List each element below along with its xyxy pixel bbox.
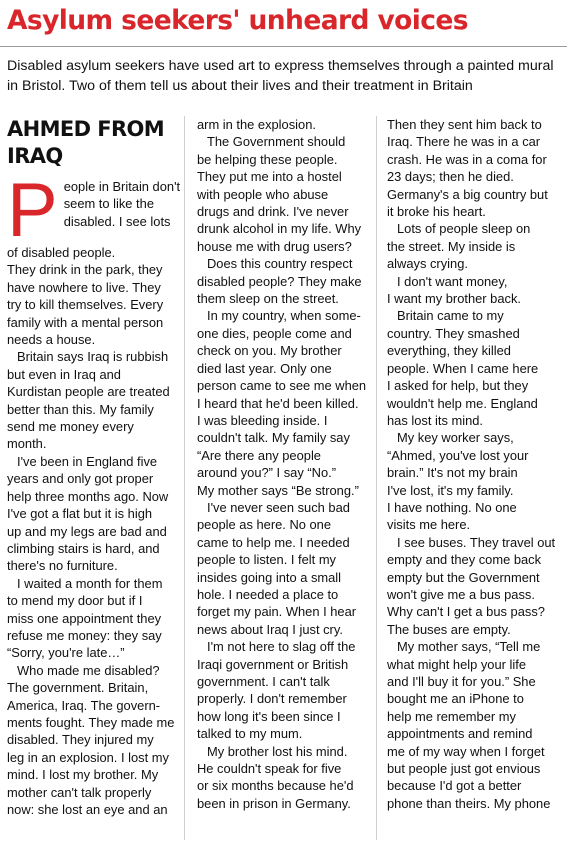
text-line: died last year. Only one: [197, 360, 332, 376]
text-line: I see buses. They travel out: [397, 534, 556, 550]
text-line: 23 days; then he died.: [387, 169, 514, 185]
text-line: disabled. They injured my: [7, 732, 154, 748]
text-line: refuse me money: they say: [7, 627, 162, 643]
article-column-2: [197, 116, 369, 812]
text-line: me of my way when I forget: [387, 743, 545, 759]
text-line: ments fought. They made me: [7, 714, 175, 730]
text-line: or six months because he'd: [197, 778, 354, 794]
headline: Asylum seekers' unheard voices: [7, 5, 468, 36]
text-line: but people just got envious: [387, 761, 541, 777]
text-line: I've never seen such bad: [207, 499, 350, 515]
text-line: “Ahmed, you've lost your: [387, 447, 529, 463]
text-line: wouldn't help me. England: [387, 395, 538, 411]
text-line: has lost its mind.: [387, 412, 484, 428]
text-line: Why can't I get a bus pass?: [387, 604, 545, 620]
text-line: try to kill themselves. Every: [7, 297, 164, 313]
text-line: and I'll buy it for you.” She: [387, 674, 536, 689]
text-line: house me with drug users?: [197, 238, 352, 254]
text-line: family with a mental person: [7, 314, 164, 330]
text-line: to mend my door but if I: [7, 593, 143, 609]
text-line: help three months ago. Now: [7, 488, 169, 504]
drop-cap: P: [7, 168, 58, 253]
text-line: Who made me disabled?: [17, 662, 160, 678]
text-line: month.: [7, 436, 47, 452]
text-line: help me remember my: [387, 708, 516, 724]
text-line: them sleep on the street.: [197, 291, 339, 307]
text-line: I was bleeding inside. I: [197, 412, 328, 428]
text-line: check on you. My brother: [197, 343, 342, 359]
text-line: around you?” I say “No.”: [197, 465, 336, 481]
text-line: drugs and drink. I've never: [197, 204, 349, 220]
text-line: be helping these people.: [197, 151, 338, 167]
text-line: brain.” It's not my brain: [387, 465, 518, 481]
text-line: My mother says “Be strong.”: [197, 482, 359, 498]
text-line: send me money every: [7, 419, 134, 435]
text-line: have nowhere to live. They: [7, 279, 161, 295]
text-line: Britain says Iraq is rubbish: [17, 349, 169, 365]
text-line: what might help your life: [387, 656, 527, 672]
text-line: the street. My inside is: [387, 238, 516, 254]
text-line: of disabled people.: [7, 245, 116, 260]
text-line: there's no furniture.: [7, 558, 118, 574]
article-column-1: [7, 116, 181, 818]
text-line: but even in Iraq and: [7, 366, 121, 382]
text-line: came to help me. I needed: [197, 534, 350, 550]
text-line: up and my legs are bad and: [7, 523, 167, 539]
text-line: one dies, people come and: [197, 325, 352, 341]
text-line: always crying.: [387, 256, 468, 272]
text-line: talked to my mum.: [197, 726, 303, 742]
text-line: crash. He was in a coma for: [387, 151, 547, 167]
text-line: Iraqi government or British: [197, 656, 349, 672]
text-line: The Government should: [207, 134, 346, 150]
text-line: because I'd got a better: [387, 778, 522, 794]
text-line: government. I can't talk: [197, 674, 330, 689]
text-line: bought me an iPhone to: [387, 691, 524, 707]
text-line: insides going into a small: [197, 569, 342, 585]
text-line: phone than theirs. My phone: [387, 795, 551, 811]
text-line: empty and they come back: [387, 552, 542, 568]
text-line: My brother lost his mind.: [207, 743, 348, 759]
text-line: climbing stairs is hard, and: [7, 540, 160, 556]
article-column-3: [387, 116, 562, 812]
text-line: I've got a flat but it is high: [7, 506, 153, 522]
text-line: it broke his heart.: [387, 204, 486, 220]
section-heading: [7, 116, 174, 170]
text-line: eople in Britain don't: [63, 179, 181, 194]
text-line: mother can't talk properly: [7, 784, 152, 800]
text-line: He couldn't speak for five: [197, 761, 342, 777]
text-line: I've been in England five: [17, 453, 158, 469]
text-line: everything, they killed: [387, 343, 511, 359]
text-line: now: she lost an eye and an: [7, 802, 168, 817]
text-line: arm in the explosion.: [197, 117, 316, 132]
column-divider: [184, 116, 185, 840]
text-line: drunk alcohol in my life. Why: [197, 221, 362, 237]
text-line: They put me into a hostel: [197, 169, 342, 185]
section-heading-line: IRAQ: [7, 144, 63, 168]
text-line: The buses are empty.: [387, 621, 511, 637]
text-line: They drink in the park, they: [7, 262, 163, 278]
text-line: how long it's been since I: [197, 708, 341, 724]
column-1-text: [7, 168, 181, 818]
text-line: seem to like the: [63, 196, 154, 212]
text-line: won't give me a bus pass.: [387, 586, 535, 602]
text-line: empty but the Government: [387, 569, 540, 585]
text-line: I waited a month for them: [17, 575, 163, 591]
text-line: I heard that he'd been killed.: [197, 395, 359, 411]
text-line: In my country, when some-: [207, 308, 361, 324]
text-line: better than this. My family: [7, 401, 154, 417]
text-line: people to listen. I felt my: [197, 552, 337, 568]
text-line: with people who abuse: [197, 186, 329, 202]
text-line: person came to see me when: [197, 378, 367, 394]
text-line: needs a house.: [7, 332, 96, 348]
text-line: years and only got proper: [7, 471, 154, 487]
column-divider: [376, 116, 377, 840]
text-line: Lots of people sleep on: [397, 221, 531, 237]
text-line: Kurdistan people are treated: [7, 384, 170, 400]
text-line: I'm not here to slag off the: [207, 639, 356, 655]
text-line: I have nothing. No one: [387, 499, 517, 515]
text-line: people. When I came here: [387, 360, 539, 376]
text-line: Iraq. There he was in a car: [387, 134, 541, 150]
text-line: Does this country respect: [207, 256, 353, 272]
text-line: America, Iraq. The govern-: [7, 697, 161, 713]
text-line: country. They smashed: [387, 325, 520, 341]
text-line: The government. Britain,: [7, 680, 149, 696]
text-line: couldn't talk. My family say: [197, 430, 350, 446]
text-line: visits me here.: [387, 517, 471, 533]
text-line: Germany's a big country but: [387, 186, 548, 202]
text-line: properly. I don't remember: [197, 691, 347, 707]
text-line: My mother says, “Tell me: [397, 639, 541, 655]
text-line: I asked for help, but they: [387, 378, 529, 394]
text-line: disabled people? They make: [197, 273, 362, 289]
text-line: I've lost, it's my family.: [387, 482, 514, 498]
headline-rule: [0, 46, 567, 47]
text-line: Britain came to my: [397, 308, 504, 324]
text-line: forget my pain. When I hear: [197, 604, 357, 620]
standfirst: Disabled asylum seekers have used art to express themselves through a painted mural in Bristol. Two of them tell us about their lives and their treatment in Britain: [7, 58, 554, 94]
text-line: news about Iraq I just cry.: [197, 621, 343, 637]
text-line: been in prison in Germany.: [197, 795, 351, 811]
section-heading-line: AHMED FROM: [7, 117, 165, 141]
text-line: people as here. No one: [197, 517, 332, 533]
text-line: mind. I lost my brother. My: [7, 767, 159, 783]
text-line: hole. I needed a place to: [197, 586, 339, 602]
text-line: Then they sent him back to: [387, 117, 542, 132]
text-line: My key worker says,: [397, 430, 514, 446]
text-line: miss one appointment they: [7, 610, 162, 626]
text-line: leg in an explosion. I lost my: [7, 749, 169, 765]
text-line: appointments and remind: [387, 726, 533, 742]
text-line: “Sorry, you're late…”: [7, 645, 125, 661]
text-line: I don't want money,: [397, 273, 508, 289]
text-line: I want my brother back.: [387, 291, 521, 307]
text-line: disabled. I see lots: [63, 213, 171, 229]
text-line: “Are there any people: [197, 447, 321, 463]
